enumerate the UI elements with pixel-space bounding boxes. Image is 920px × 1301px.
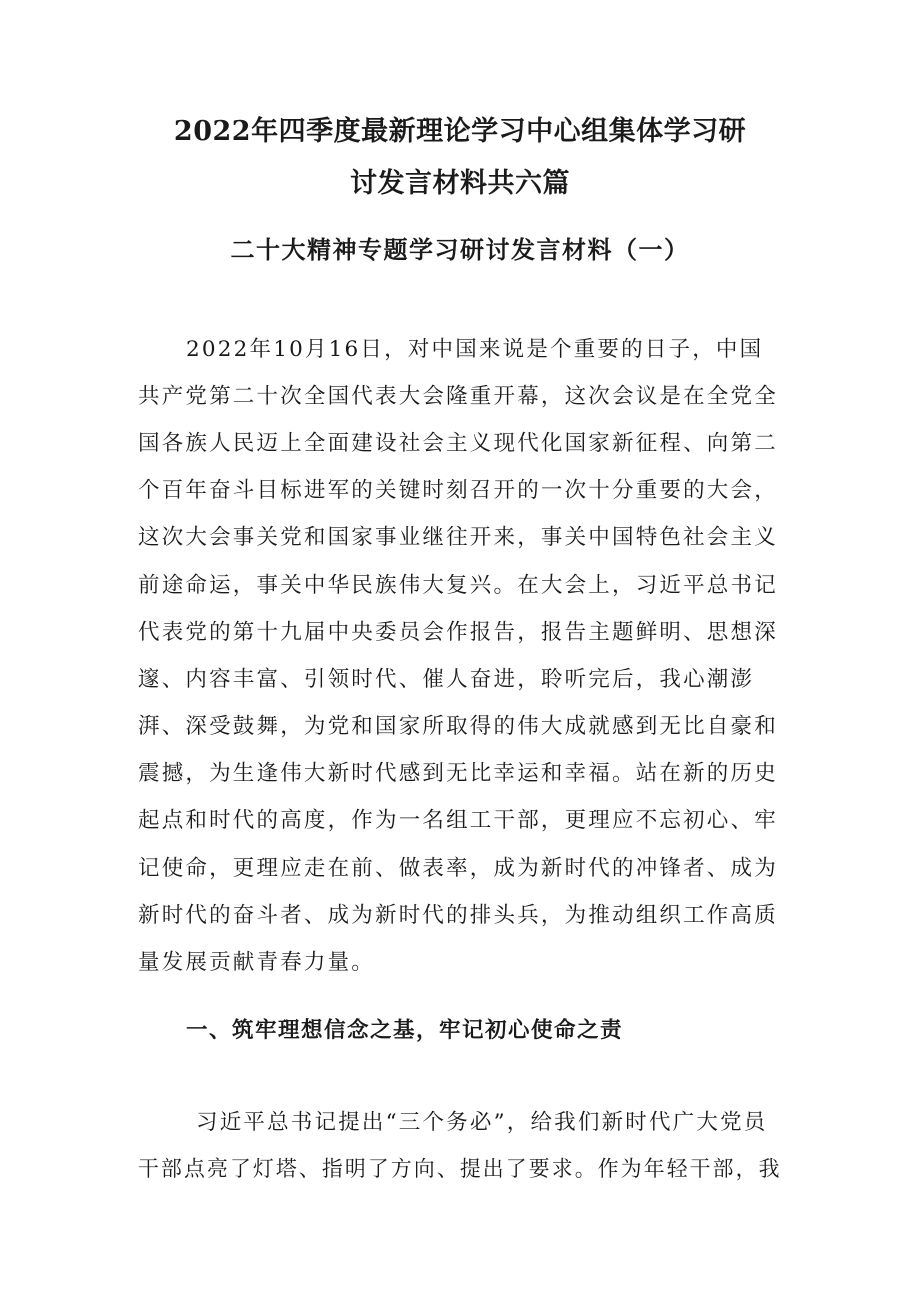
paragraph-line: 个百年奋斗目标进军的关键时刻召开的一次十分重要的大会， xyxy=(138,478,778,503)
paragraph-line: 震撼，为生逢伟大新时代感到无比幸运和幸福。站在新的历史 xyxy=(138,761,778,786)
paragraph-line: 新时代的奋斗者、成为新时代的排头兵，为推动组织工作高质 xyxy=(138,903,778,928)
document-title-line-1: 2022年四季度最新理论学习中心组集体学习研 xyxy=(173,116,747,147)
paragraph-line: 前途命运，事关中华民族伟大复兴。在大会上，习近平总书记 xyxy=(138,573,778,598)
document-title-line-2: 讨发言材料共六篇 xyxy=(350,168,570,199)
paragraph-line: 这次大会事关党和国家事业继往开来，事关中国特色社会主义 xyxy=(138,525,778,550)
section-title: 二十大精神专题学习研讨发言材料（一） xyxy=(230,235,690,264)
paragraph-line: 湃、深受鼓舞，为党和国家所取得的伟大成就感到无比自豪和 xyxy=(138,714,778,739)
paragraph-line: 共产党第二十次全国代表大会隆重开幕，这次会议是在全党全 xyxy=(138,384,778,409)
paragraph-line: 代表党的第十九届中央委员会作报告，报告主题鲜明、思想深 xyxy=(138,620,778,645)
paragraph-line: 2022年10月16日，对中国来说是个重要的日子，中国 xyxy=(186,337,764,362)
paragraph-line: 邃、内容丰富、引领时代、催人奋进，聆听完后，我心潮澎 xyxy=(138,667,755,692)
paragraph-line: 记使命，更理应走在前、做表率，成为新时代的冲锋者、成为 xyxy=(138,856,778,881)
section-heading-1: 一、筑牢理想信念之基，牢记初心使命之责 xyxy=(186,1018,624,1043)
paragraph-line: 起点和时代的高度，作为一名组工干部，更理应不忘初心、牢 xyxy=(138,808,778,833)
paragraph-line: 干部点亮了灯塔、指明了方向、提出了要求。作为年轻干部，我 xyxy=(138,1157,782,1182)
paragraph-line: 习近平总书记提出“三个务必”，给我们新时代广大党员 xyxy=(196,1110,768,1135)
paragraph-line: 国各族人民迈上全面建设社会主义现代化国家新征程、向第二 xyxy=(138,431,778,456)
paragraph-line: 量发展贡献青春力量。 xyxy=(138,950,376,975)
